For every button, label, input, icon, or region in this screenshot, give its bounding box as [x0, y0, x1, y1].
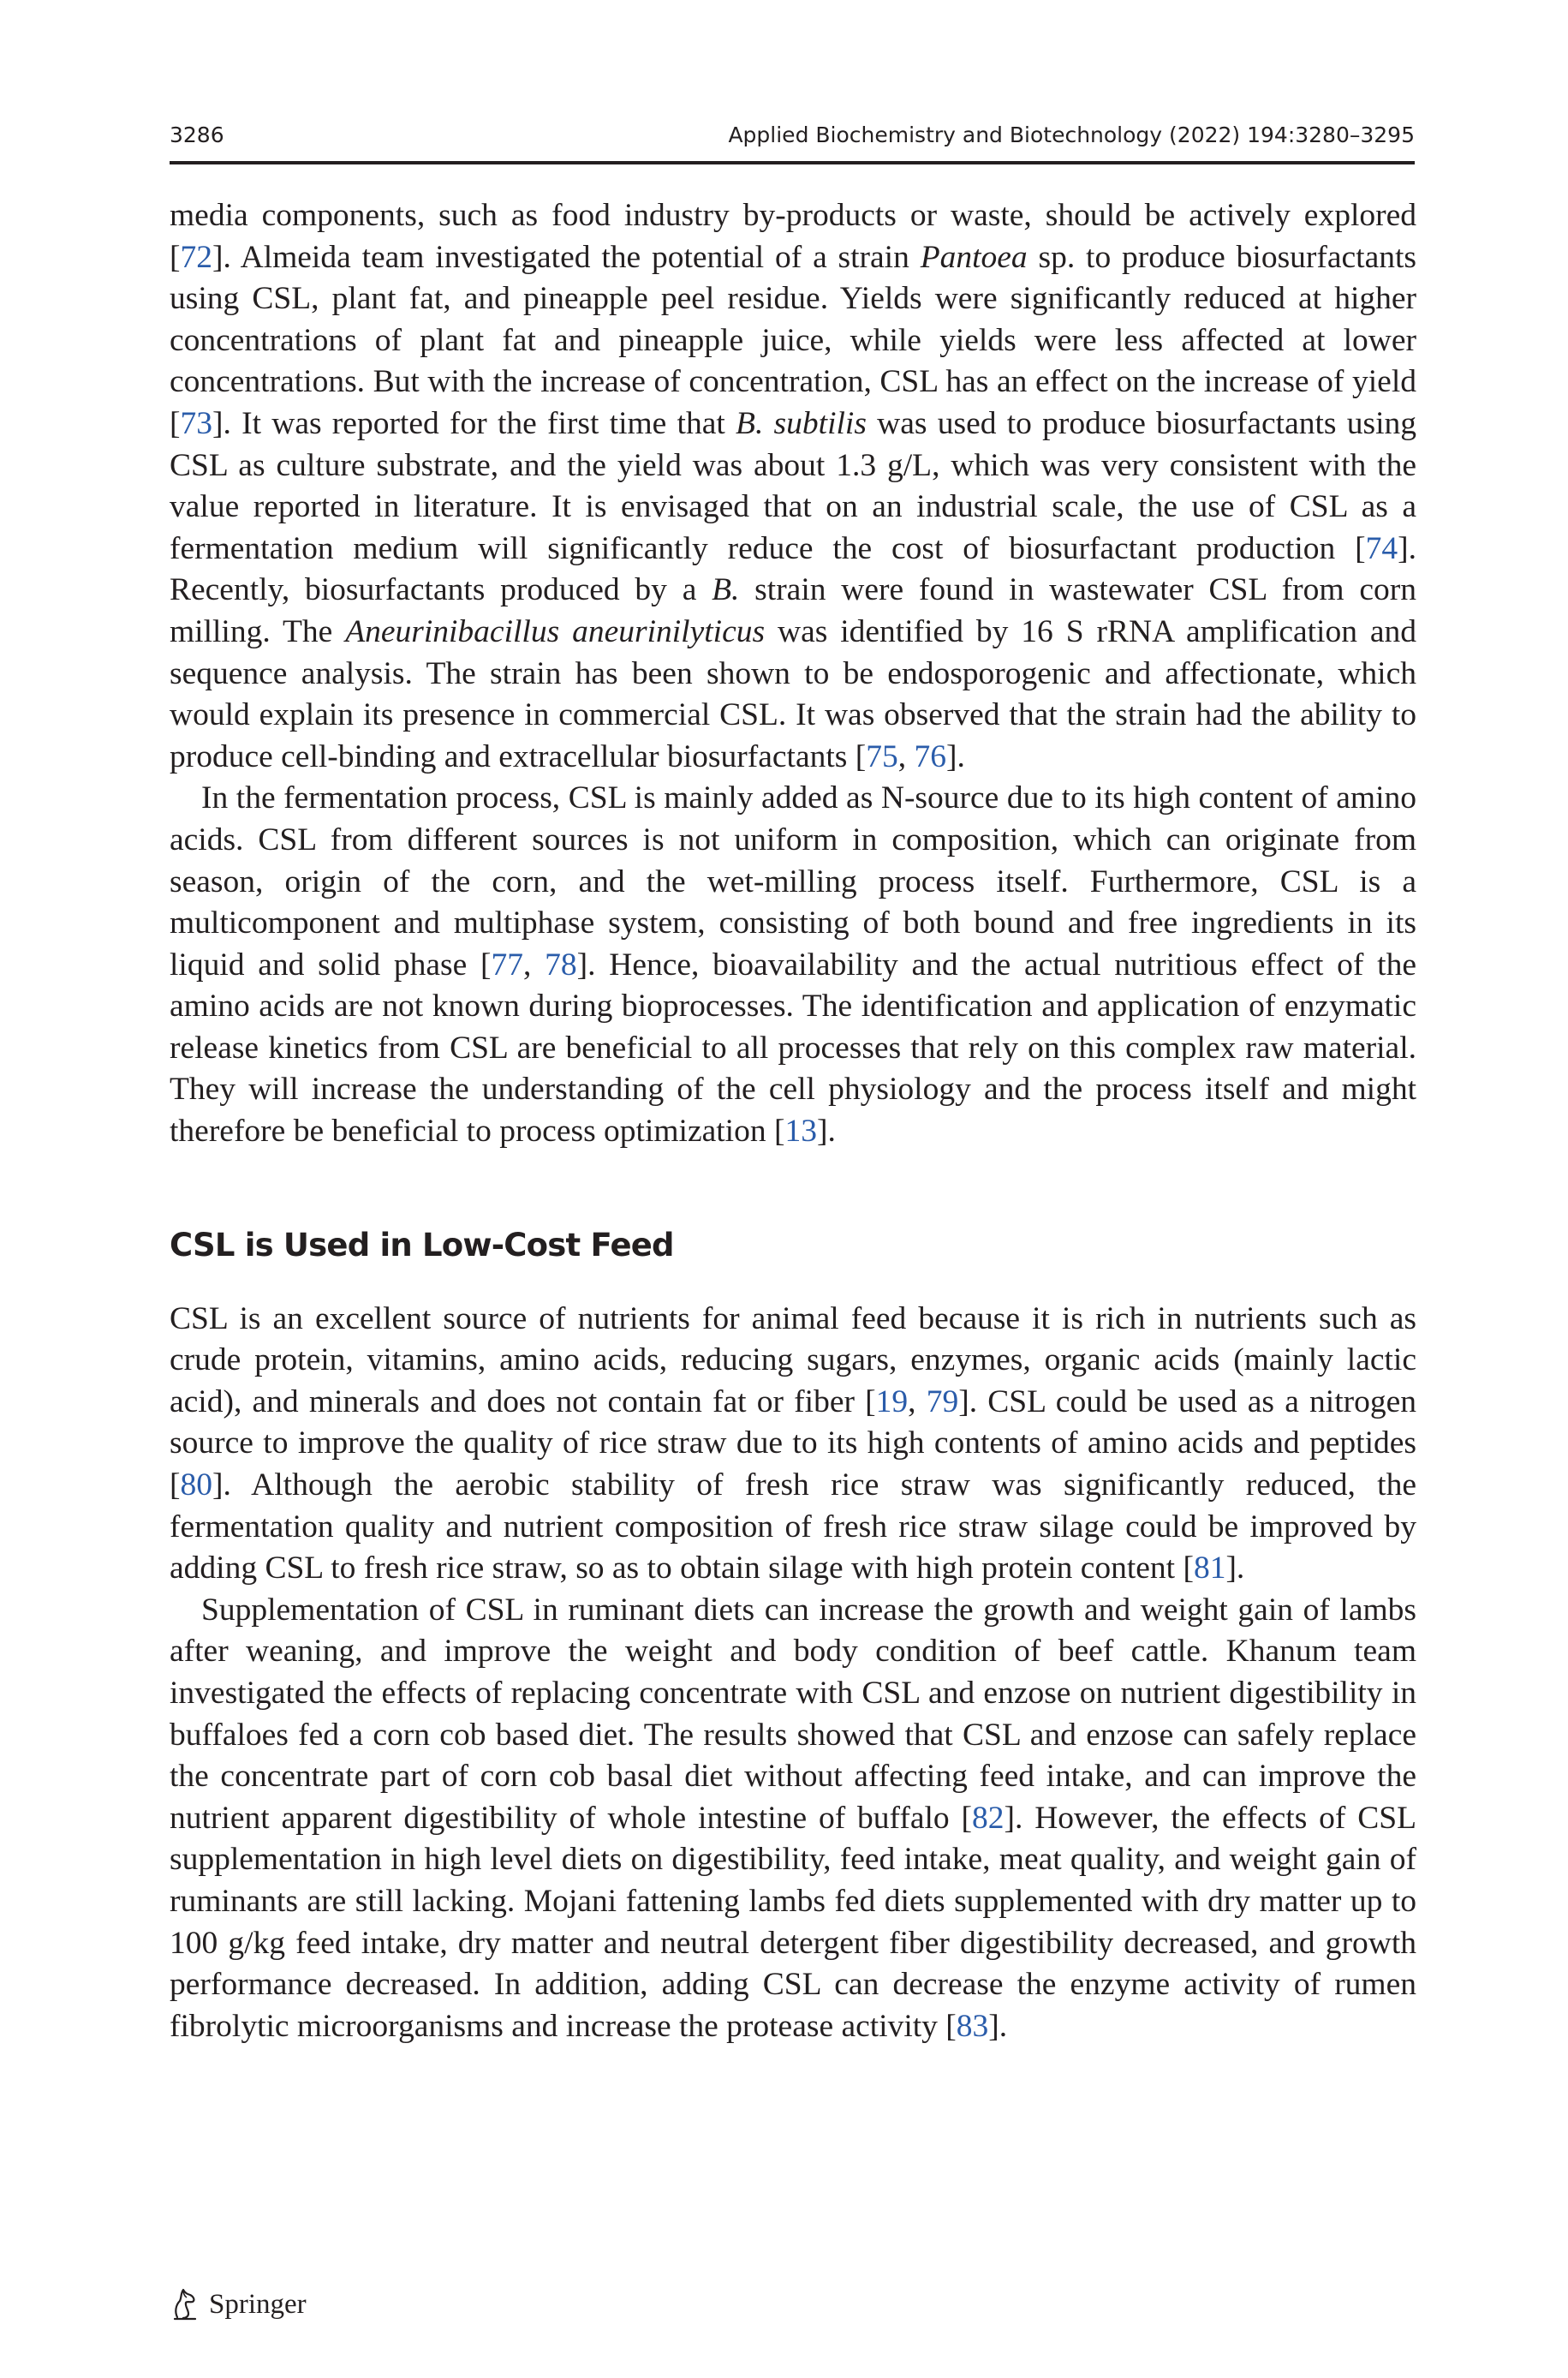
journal-citation: Applied Biochemistry and Biotechnology (2022) 194:3280–3295: [728, 122, 1415, 147]
text-run: strain were found in wastewater CSL from corn milling. The: [170, 572, 1416, 649]
text-run: ,: [908, 1383, 927, 1419]
citation-link[interactable]: 79: [926, 1383, 959, 1419]
text-run: ]. Hence, bioavailability and the actual nutritious effect of the amino acids are not known during bioprocesses. The identification and application of enzymatic release kinetics from CSL are beneficial to all processes that rely on this complex raw material. They will increase the understanding of the cell physiology and the process itself and might therefore be beneficial to process optimization [: [170, 947, 1416, 1150]
text-run: ]. It was reported for the first time that: [212, 405, 736, 441]
text-run: ].: [988, 2008, 1008, 2044]
citation-link[interactable]: 81: [1193, 1550, 1226, 1586]
text-run: Supplementation of CSL in ruminant diets can increase the growth and weight gain of lambs after weaning, and improve the weight and body condition of beef cattle. Khanum team investigated the effects of replacing concentrate with CSL and enzose on nutrient digestibility in buffaloes fed a corn cob based diet. The results showed that CSL and enzose can safely replace the concentrate part of corn cob basal diet without affecting feed intake, and can improve the nutrient apparent digestibility of whole intestine of buffalo [: [170, 1592, 1416, 1836]
text-run: was identified by 16 S rRNA amplification and sequence analysis. The strain has been shown to be endosporogenic and affectionate, which would explain its presence in commercial CSL. It was observed that the strain had the ability to produce cell-binding and extracellular biosurfactants [: [170, 613, 1417, 774]
italic-term: B. subtilis: [736, 405, 867, 441]
text-run: CSL is an excellent source of nutrients for animal feed because it is rich in nutrients such as crude protein, vitamins, amino acids, reducing sugars, enzymes, organic acids (mainly lactic acid), and minerals and does not contain fat or fiber [: [170, 1300, 1416, 1419]
paragraph: [170, 1590, 1416, 2048]
text-run: [: [170, 239, 181, 275]
text-run: ].: [816, 1114, 836, 1150]
section-paragraphs: [170, 1299, 1416, 2048]
italic-term: B.: [712, 572, 740, 608]
citation-link[interactable]: 82: [972, 1800, 1005, 1836]
text-run: ]. Recently, biosurfactants produced by a: [170, 530, 1416, 608]
text-run: ]. CSL could be used as a nitrogen source to improve the quality of rice straw due to its high contents of amino acids and peptides [: [170, 1383, 1417, 1503]
citation-link[interactable]: 74: [1365, 530, 1398, 566]
citation-link[interactable]: 80: [180, 1467, 212, 1503]
running-head: [170, 120, 1415, 164]
citation-link[interactable]: 78: [545, 947, 577, 983]
text-run: was used to produce biosurfactants using CSL as culture substrate, and the yield was about 1.3 g/L, which was very consistent with the value reported in literature. It is envisaged that on an industrial scale, the use of CSL as a fermentation medium will significantly reduce the cost of biosurfactant production [: [170, 405, 1416, 566]
paragraph: [170, 778, 1416, 1152]
text-run: media components, such as food industry by-products or waste, should be actively explored: [170, 198, 1416, 233]
citation-link[interactable]: 75: [866, 738, 898, 774]
citation-link[interactable]: 19: [875, 1383, 909, 1419]
springer-horse-icon: [170, 2286, 200, 2322]
citation-link[interactable]: 73: [180, 405, 212, 441]
text-run: sp. to produce biosurfactants using CSL, plant fat, and pineapple peel residue. Yields were significantly reduced at higher concentrations of plant fat and pineapple juice, while yields were less affected at lower concentrations. But with the increase of concentration, CSL has an effect on the increase of yield [: [170, 239, 1417, 441]
paragraph: [170, 195, 1416, 778]
publisher-name: Springer: [209, 2289, 307, 2320]
text-run: ].: [945, 738, 965, 774]
italic-term: Pantoea: [920, 239, 1028, 275]
citation-link[interactable]: 83: [956, 2008, 989, 2044]
text-run: ,: [897, 738, 915, 774]
text-run: ].: [1225, 1550, 1245, 1586]
citation-link[interactable]: 72: [180, 239, 212, 275]
section-heading: CSL is Used in Low-Cost Feed: [170, 1226, 674, 1264]
text-run: In the fermentation process, CSL is mainly added as N-source due to its high content of amino acids. CSL from different sources is not uniform in composition, which can originate from season, origin of the corn, and the wet-milling process itself. Furthermore, CSL is a multicomponent and multiphase system, consisting of both bound and free ingredients in its liquid and solid phase [: [170, 780, 1416, 983]
paragraph: [170, 1299, 1416, 1590]
italic-term: Aneurinibacillus aneurinilyticus: [345, 613, 766, 649]
citation-link[interactable]: 13: [784, 1114, 817, 1150]
text-run: ,: [522, 947, 546, 983]
page-number: 3286: [170, 122, 224, 147]
intro-paragraphs: [170, 195, 1416, 1153]
text-run: ]. However, the effects of CSL supplementation in high level diets on digestibility, feed intake, meat quality, and weight gain of ruminants are still lacking. Mojani fattening lambs fed diets supplemented with dry matter up to 100 g/kg feed intake, dry matter and neutral detergent fiber digestibility decreased, and growth performance decreased. In addition, adding CSL can decrease the enzyme activity of rumen fibrolytic microorganisms and increase the protease activity [: [170, 1800, 1417, 2044]
article-body: [170, 195, 1416, 2047]
citation-link[interactable]: 77: [491, 947, 523, 983]
text-run: ]. Almeida team investigated the potential of a strain: [212, 239, 921, 275]
text-run: ]. Although the aerobic stability of fresh rice straw was significantly reduced, the fermentation quality and nutrient composition of fresh rice straw silage could be improved by adding CSL to fresh rice straw, so as to obtain silage with high protein content [: [170, 1467, 1416, 1586]
publisher-footer: [170, 2284, 307, 2325]
citation-link[interactable]: 76: [914, 738, 946, 774]
